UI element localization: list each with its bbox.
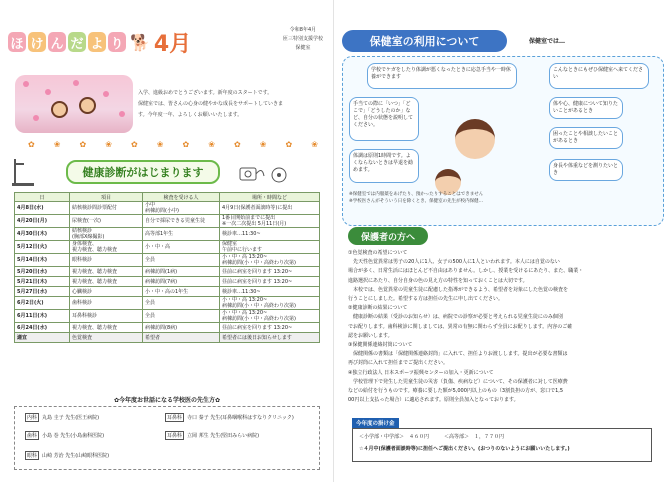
issue-month: 4月 (153, 31, 192, 57)
item-cell: 耳鼻科検診 (70, 310, 143, 323)
table-row (15, 310, 320, 323)
target-cell: 病棟訪問(8病) (143, 323, 220, 333)
cherry-blossom-illustration (15, 75, 133, 133)
info-bubble: 困ったことや相談したいことがあるとき (549, 127, 623, 149)
left-page (0, 0, 333, 482)
table-row (15, 228, 320, 241)
paragraph-line: 健康診断の結果（受診のお知らせ）は、病院での診察が必要と考えられる児童生徒にのみ個別 (348, 314, 563, 321)
tulip-icon: ✿ (28, 140, 35, 149)
item-cell: 結核検診 (胸部X線撮影) (70, 228, 143, 241)
date-cell: 5月14日(木) (15, 254, 70, 267)
table-row (15, 297, 320, 310)
item-cell: 視力検査、聴力検査 (70, 267, 143, 277)
doctor-entry: 眼科 山崎 芳治 先生(山崎眼科医院) (27, 453, 110, 459)
date-cell: 4月20日(月) (15, 215, 70, 228)
date-cell: 適宜 (15, 333, 70, 343)
target-cell: 小・中・高 (143, 241, 220, 254)
masthead-char: け (28, 32, 46, 52)
table-row (15, 202, 320, 215)
table-row (15, 215, 320, 228)
health-room-subtitle: 保健室では… (529, 38, 566, 45)
school-name: 匝三特別支援学校 (282, 36, 323, 42)
date-cell: 6月11日(木) (15, 310, 70, 323)
paragraph-line: 再び封筒に入れて担任までご提出ください。 (348, 360, 449, 367)
target-cell: 小・中・高の1年生 (143, 287, 220, 297)
doctor-entry: 内科 丸島 圭子 先生(医王病院) (27, 415, 100, 421)
right-page (334, 0, 667, 482)
dog-icon: 🐕 (130, 32, 150, 52)
checkup-section-title: 健康診断がはじまります (66, 160, 220, 184)
parents-notice-text (348, 249, 648, 405)
fee-amounts: ＜小学部・中学部＞ ４６０円 ＜高等部＞ １，７７０円 (359, 434, 505, 440)
place-cell: 希望者には後日お知らせします (220, 333, 320, 343)
paragraph-line: ②健康診断の結果について (348, 305, 408, 312)
masthead-char: ほ (8, 32, 26, 52)
info-bubble: 体や心、健康について知りたいことがあるとき (549, 97, 623, 119)
doctor-entry: 歯科 小島 巻 先生(小島歯科医院) (27, 433, 105, 439)
target-cell: 全員 (143, 297, 220, 310)
table-row (15, 267, 320, 277)
date-cell: 5月12日(火) (15, 241, 70, 254)
masthead-char: ん (48, 32, 66, 52)
target-cell: 全員 (143, 254, 220, 267)
measuring-tape-icon (270, 166, 288, 184)
height-scale-icon (10, 157, 48, 187)
paragraph-line: ④独立行政法人 日本スポーツ振興センターの加入・更新について (348, 369, 494, 376)
item-cell: 心臓検診 (70, 287, 143, 297)
info-notes: ※保健室では内服薬をあげたり、預かったりすることはできません ※学校医さんがそういう日を除くとき、保健室の先生が校内保健… (349, 192, 484, 204)
paragraph-line: 学校管理下で発生した児童生徒の災害（負傷、疾病など）について、その保護者に対して医療費 (348, 378, 568, 385)
place-cell: 昼前に病室を回ります 13:20~ (220, 267, 320, 277)
item-cell: 結核検診問診票配付 (70, 202, 143, 215)
doctor-entry: 耳鼻科 寺口 秦子 先生(耳鼻咽喉科はすなりクリニック) (167, 415, 294, 421)
place-cell: 保健室 午前中に行います (220, 241, 320, 254)
item-cell: 視力検査、聴力検査 (70, 277, 143, 287)
fee-box (352, 428, 652, 462)
target-cell: 病棟訪問(1病) (143, 267, 220, 277)
target-cell: 希望者 (143, 333, 220, 343)
issue-date: 令和8年4月 (289, 27, 317, 33)
fee-instructions: ☆４月中(保護者面談時等)に担任へご提出ください。(おつりのないようにお願いいたします。) (359, 446, 570, 452)
place-cell: 小・中・高 13:20~ 病棟訪問(小・中・高終わり次第) (220, 297, 320, 310)
paragraph-line: 00円以上支払った場合）に適応されます。原則全員加入となっております。 (348, 397, 519, 404)
blood-pressure-icon (238, 162, 266, 184)
place-cell: 小・中・高 13:20~ 病棟訪問(小・中・高終わり次第) (220, 254, 320, 267)
place-cell: 検診車…11:30~ (220, 228, 320, 241)
paragraph-line: ①色覚検査の希望について (348, 250, 408, 256)
office-name: 保健室 (295, 45, 311, 51)
item-cell: 身体検査、 視力検査、聴力検査 (70, 241, 143, 254)
target-cell: 全員 (143, 310, 220, 323)
info-bubble: 身長や体重などを測りたいとき (549, 159, 623, 181)
paragraph-line: 行うことにしました。希望する方は担任の先生に申し出てください。 (348, 296, 504, 303)
target-cell: 小中 病棟訪問(小中) (143, 202, 220, 215)
place-cell: 昼前に病室を回ります 13:20~ (220, 323, 320, 333)
item-cell: 視力検査、聴力検査 (70, 323, 143, 333)
paragraph-line: 場合が多く、日常生活にはほとんど不自由はありません。しかし、授業を受けるにあたり、また、職業・ (348, 268, 584, 275)
school-doctors-box (14, 395, 320, 473)
paragraph-line: ③保健関係連絡封筒について (348, 342, 413, 349)
date-cell: 4月30日(木) (15, 228, 70, 241)
masthead-char: だ (68, 32, 86, 52)
masthead-title (8, 22, 191, 62)
date-cell: 6月24日(水) (15, 323, 70, 333)
child-icon (51, 101, 68, 118)
flower-border: ✿ ❀ ✿ ❀ ✿ ❀ ✿ ❀ ✿ ❀ ✿ ❀ (28, 140, 318, 152)
table-header-row (15, 193, 320, 202)
table-row (15, 287, 320, 297)
parents-section-title: 保護者の方へ (348, 227, 428, 245)
doctor-entry: 耳鼻科 立岡 邦生 先生(堅田みらい病院) (167, 433, 260, 439)
column-header: 日 (15, 193, 70, 202)
masthead-char: り (108, 32, 126, 52)
info-bubble: こんなときにもぜひ保健室へ来てください (549, 63, 649, 89)
place-cell: 検診車…11:30~ (220, 287, 320, 297)
item-cell: 眼科検診 (70, 254, 143, 267)
date-cell: 6月2日(火) (15, 297, 70, 310)
paragraph-line: 保健関係の書類は「保健関係連絡封筒」に入れて、担任よりお渡しします。提出が必要な書類は (348, 351, 568, 358)
column-header: 検査を受ける人 (143, 193, 220, 202)
table-row (15, 323, 320, 333)
place-cell: 4月9日(保護者面談時等)に提出 (220, 202, 320, 215)
paragraph-line: 先天性色覚異常は男子の20人に1人、女子の500人に1人といわれます。本人には自覚のない (348, 259, 560, 266)
date-cell: 5月27日(水) (15, 287, 70, 297)
target-cell: 自分で採尿できる児童生徒 (143, 215, 220, 228)
doctors-title: ✿今年度お世話になる学校医の先生方✿ (113, 397, 221, 404)
target-cell: 高等部1年生 (143, 228, 220, 241)
table-row (15, 333, 320, 343)
paragraph-line: などの給付を行うものです。療養に要した額が5,000円以上のもの（3割負担の方が、窓口で1,5 (348, 388, 564, 395)
info-bubble: 手当ての際に「いつ」「どこで」「どうしたのか」など、自分の状態を説明してください。 (349, 97, 419, 141)
fee-title: 今年度の掛け金 (352, 418, 399, 428)
date-cell: 5月21日(木) (15, 277, 70, 287)
health-room-info-panel (342, 56, 664, 226)
masthead-char: よ (88, 32, 106, 52)
column-header: 場所・時間など (220, 193, 320, 202)
date-cell: 4月8日(水) (15, 202, 70, 215)
table-row (15, 254, 320, 267)
issuer-block (283, 26, 323, 53)
info-bubble: 学校でケガをしたり体調が悪くなったときに応急手当や一時休養ができます (367, 63, 517, 89)
paragraph-line: 進路選択にあたり、自分自身の色の見え方の特性を知っておくことは大切です。 (348, 277, 528, 284)
table-row (15, 241, 320, 254)
target-cell: 病棟訪問(7病) (143, 277, 220, 287)
checkup-schedule-table (14, 192, 320, 343)
paragraph-line: 認をお願いします。 (348, 332, 393, 339)
paragraph-line: でお配りします。歯科検診に関しましては、異常の有無に関わらず全員にお配りします。内容のご確 (348, 323, 573, 330)
column-header: 項目 (70, 193, 143, 202)
item-cell: 尿検査(一次) (70, 215, 143, 228)
table-row (15, 277, 320, 287)
item-cell: 色覚検査 (70, 333, 143, 343)
nurse-illustration-icon (455, 119, 495, 159)
place-cell: 昼前に病室を回ります 13:20~ (220, 277, 320, 287)
intro-text: 入学、進級おめでとうございます。新年度のスタートです。 保健室では、皆さんの心身の健やかな成長をサポートしていきま す。今年度一年、よろしくお願いいたします。 (138, 90, 284, 118)
date-cell: 5月20日(水) (15, 267, 70, 277)
child-icon (79, 97, 96, 114)
item-cell: 歯科検診 (70, 297, 143, 310)
paragraph-line: 本校では、色覚異常の児童生徒に配慮した指導ができるよう、希望者を対象にした色覚の検査を (348, 286, 569, 293)
place-cell: 1番目開始前までに提出 ※一次二次提出 5月11日(月) (220, 215, 320, 228)
info-bubble: 体調は原則1時間です。よくならないときは早退を勧めます。 (349, 149, 419, 183)
place-cell: 小・中・高 13:20~ 病棟訪問(小・中・高終わり次第) (220, 310, 320, 323)
health-room-title: 保健室の利用について (342, 30, 507, 52)
